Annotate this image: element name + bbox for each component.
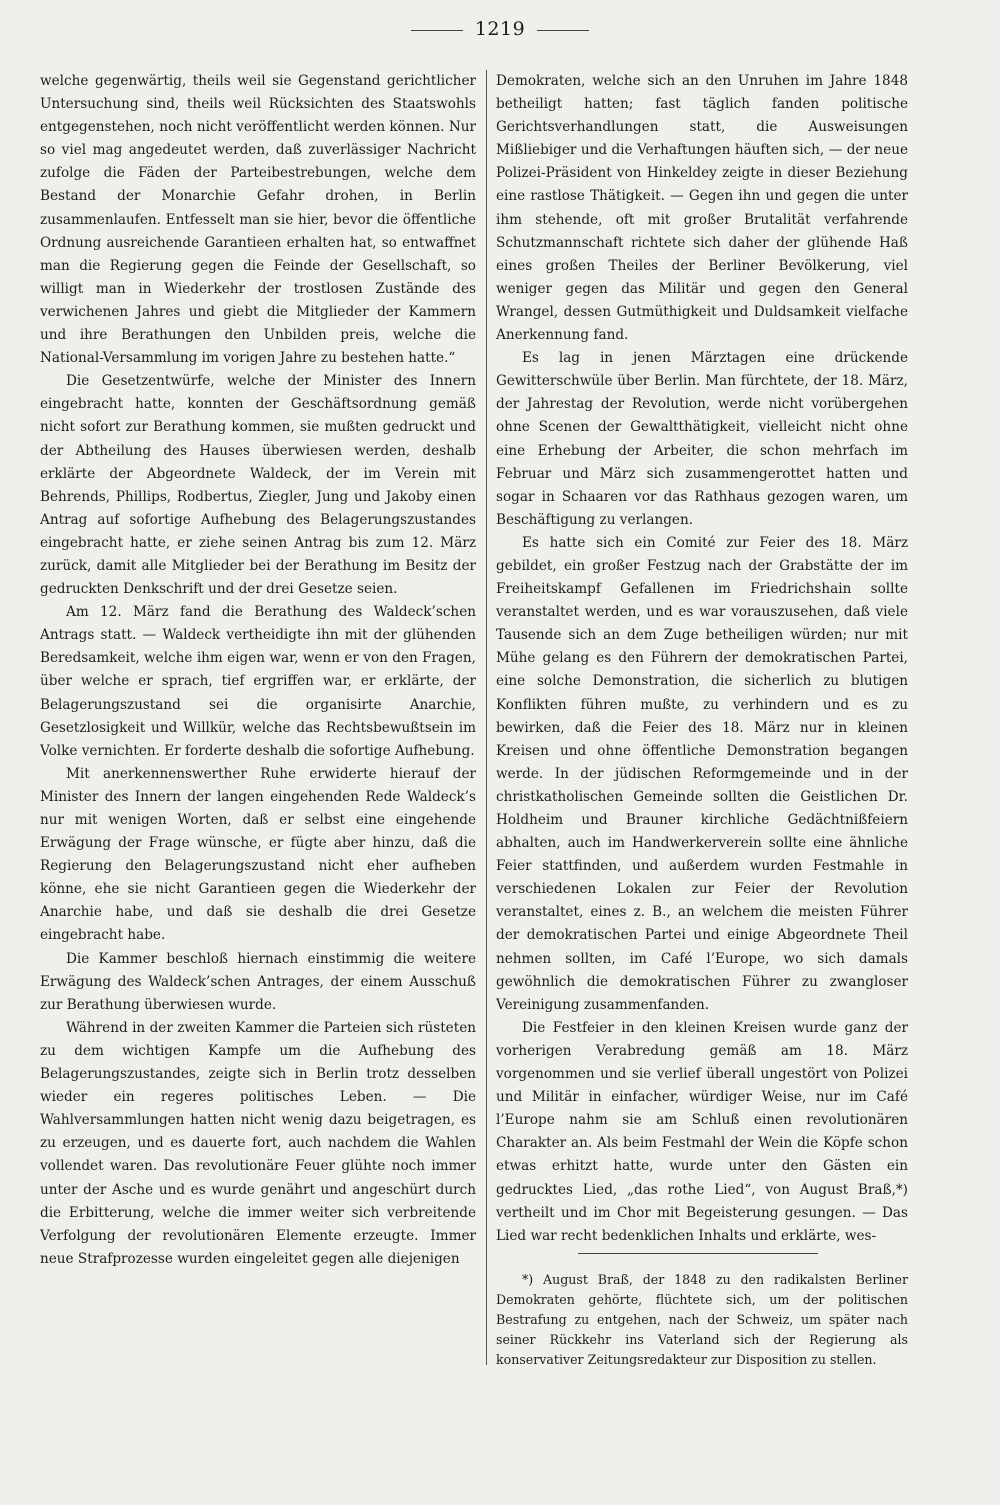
page-number: 1219	[474, 18, 526, 40]
header-rule-right	[537, 30, 589, 31]
right-column	[496, 70, 908, 1248]
page-header	[0, 18, 1000, 40]
header-rule-left	[411, 30, 463, 31]
left-column	[40, 70, 476, 1271]
paragraph: Mit anerkennenswerther Ruhe erwiderte hierauf der Minister des Innern der langen eingehenden Rede Waldeck’s nur mit wenigen Worten, daß er selbst eine eingehende Erwägung der Frage wünsche, er fügte aber hinzu, daß die Regierung den Belagerungszustand nicht eher aufheben könne, ehe sie nicht Garantieen gegen die Wiederkehr der Anarchie habe, und daß sie deshalb die drei Gesetze eingebracht habe.	[40, 765, 476, 944]
footnote-text: *) August Braß, der 1848 zu den radikalsten Berliner Demokraten gehörte, flüchtete sich, um der politischen Bestrafung zu entgehen, nach der Schweiz, um später nach seiner Rückkehr ins Vaterland sich der Regierung als konservativer Zeitungsredakteur zur Disposition zu stellen.	[496, 1272, 908, 1367]
paragraph: Es lag in jenen Märztagen eine drückende Gewitterschwüle über Berlin. Man fürchtete, der 18. März, der Jahrestag der Revolution, werde nicht vorübergehen ohne Scenen der Gewaltthätigkeit, vielleicht nicht ohne eine Erhebung der Arbeiter, die schon mehrfach im Februar und März sich zusammengerottet hatten und sogar in Schaaren vor das Rathhaus gezogen waren, um Beschäftigung zu verlangen.	[496, 350, 908, 528]
column-divider	[486, 70, 487, 1365]
paragraph: Die Kammer beschloß hiernach einstimmig die weitere Erwägung des Waldeck’schen Antrages, der einem Ausschuß zur Berathung überwiesen wurde.	[40, 950, 476, 1013]
paragraph: Demokraten, welche sich an den Unruhen im Jahre 1848 betheiligt hatten; fast täglich fanden politische Gerichtsverhandlungen statt, die Ausweisungen Mißliebiger und die Verhaftungen häuften sich, — der neue Polizei-Präsident von Hinkeldey zeigte in dieser Beziehung eine rastlose Thätigkeit. — Gegen ihn und gegen die unter ihm stehende, oft mit großer Brutalität verfahrende Schutzmannschaft richtete sich daher der glühende Haß eines großen Theiles der Berliner Bevölkerung, viel weniger gegen das Militär und gegen den General Wrangel, dessen Gutmüthigkeit und Duldsamkeit vielfache Anerkennung fand.	[496, 73, 908, 344]
paragraph: welche gegenwärtig, theils weil sie Gegenstand gerichtlicher Untersuchung sind, theils weil Rücksichten des Staatswohls entgegenstehen, noch nicht veröffentlicht werden können. Nur so viel mag angedeutet werden, daß zuverlässiger Nachricht zufolge die Fäden der Parteibestrebungen, welche dem Bestand der Monarchie Gefahr drohen, in Berlin zusammenlaufen. Entfesselt man sie hier, bevor die öffentliche Ordnung ausreichende Garantieen erhalten hat, so entwaffnet man die Regierung gegen die Feinde der Gesellschaft, so willigt man in Wiederkehr der trostlosen Zustände des verwichenen Jahres und giebt die Mitglieder der Kammern und ihre Berathungen den Unbilden preis, welche die National-Versammlung im vorigen Jahre zu bestehen hatte.“	[40, 73, 476, 367]
paragraph: Es hatte sich ein Comité zur Feier des 18. März gebildet, ein großer Festzug nach der Grabstätte der im Freiheitskampf Gefallenen im Friedrichshain sollte veranstaltet werden, und es war vorauszusehen, daß viele Tausende sich an dem Zuge betheiligen würden; nur mit Mühe gelang es den Führern der demokratischen Partei, eine solche Demonstration, die sicherlich zu blutigen Konflikten führen mußte, zu verhindern und es zu bewirken, daß die Feier des 18. März nur in kleinen Kreisen und ohne öffentliche Demonstration begangen werde. In der jüdischen Reformgemeinde und in der christkatholischen Gemeinde sollten die Geistlichen Dr. Holdheim und Brauner kirchliche Gedächtnißfeiern abhalten, auch im Handwerkerverein sollte eine ähnliche Feier stattfinden, und außerdem wurden Festmahle in verschiedenen Lokalen zur Feier der Revolution veranstaltet, eines z. B., an welchem die meisten Führer der demokratischen Partei und einige Abgeordnete Theil nehmen sollten, im Café l’Europe, wo sich damals gewöhnlich die demokratischen Führer zu zwangloser Vereinigung zusammenfanden.	[496, 534, 908, 1013]
paragraph: Die Gesetzentwürfe, welche der Minister des Innern eingebracht hatte, konnten der Geschäftsordnung gemäß nicht sofort zur Berathung kommen, sie mußten gedruckt und der Abtheilung des Hauses überwiesen werden, deshalb erklärte der Abgeordnete Waldeck, der im Verein mit Behrends, Phillips, Rodbertus, Ziegler, Jung und Jakoby einen Antrag auf sofortige Aufhebung des Belagerungszustandes eingebracht hatte, er ziehe seinen Antrag bis zum 12. März zurück, damit alle Mitglieder bei der Berathung im Besitz der gedruckten Denkschrift und der drei Gesetze seien.	[40, 373, 476, 598]
footnote-rule	[578, 1253, 818, 1254]
paragraph: Während in der zweiten Kammer die Parteien sich rüsteten zu dem wichtigen Kampfe um die Aufhebung des Belagerungszustandes, zeigte sich in Berlin trotz desselben wieder ein regeres politisches Leben. — Die Wahlversammlungen hatten nicht wenig dazu beigetragen, es zu erzeugen, und es dauerte fort, auch nachdem die Wahlen vollendet waren. Das revolutionäre Feuer glühte noch immer unter der Asche und es wurde genährt und angeschürt durch die Erbitterung, welche die immer weiter sich verbreitende Verfolgung der revolutionären Elemente erzeugte. Immer neue Strafprozesse wurden eingeleitet gegen alle diejenigen	[40, 1019, 476, 1267]
paragraph: Am 12. März fand die Berathung des Waldeck’schen Antrags statt. — Waldeck vertheidigte ihn mit der glühenden Beredsamkeit, welche ihm eigen war, wenn er von den Fragen, über welche er sprach, tief ergriffen war, er erklärte, der Belagerungszustand sei die organisirte Anarchie, Gesetzlosigkeit und Willkür, welche das Rechtsbewußtsein im Volke vernichten. Er forderte deshalb die sofortige Aufhebung.	[40, 604, 476, 759]
footnote	[496, 1270, 908, 1370]
paragraph: Die Festfeier in den kleinen Kreisen wurde ganz der vorherigen Verabredung gemäß am 18. März vorgenommen und sie verlief überall ungestört von Polizei und Militär in einfacher, würdiger Weise, nur im Café l’Europe nahm sie am Schluß einen revolutionären Charakter an. Als beim Festmahl der Wein die Köpfe schon etwas erhitzt hatte, wurde unter den Gästen ein gedrucktes Lied, „das rothe Lied“, von August Braß,*) vertheilt und im Chor mit Begeisterung gesungen. — Das Lied war recht bedenklichen Inhalts und erklärte, wes-	[496, 1019, 908, 1244]
